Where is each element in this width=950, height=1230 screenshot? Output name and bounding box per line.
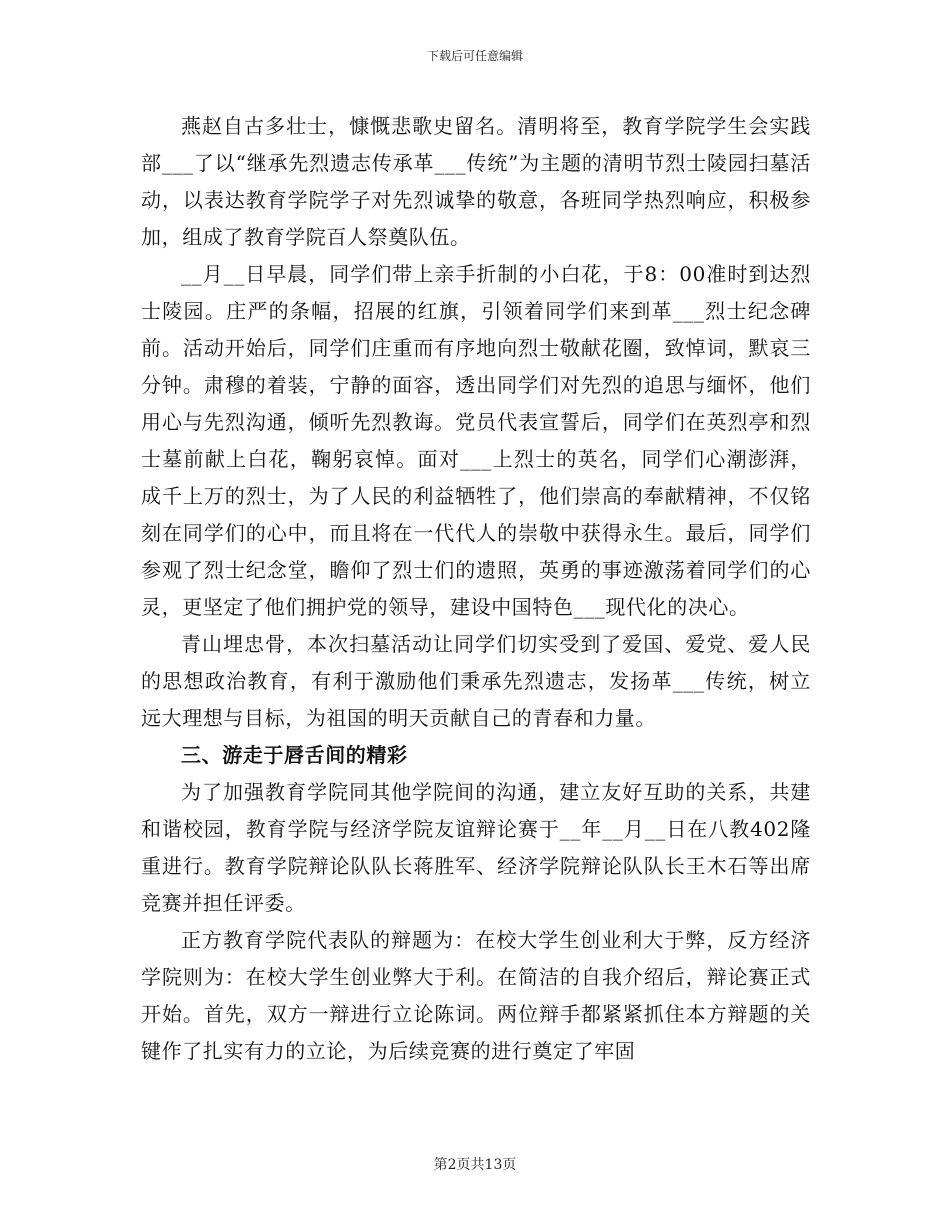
section-heading: 三、游走于唇舌间的精彩: [181, 743, 408, 767]
paragraph-conclusion: 青山埋忠骨，本次扫墓活动让同学们切实受到了爱国、爱党、爱人民的思想政治教育，有利于激励他们秉承先烈遗志，发扬革___传统，树立远大理想与目标，为祖国的明天贡献自己的青春和力量。: [141, 632, 811, 730]
paragraph-debate-intro: 为了加强教育学院同其他学院间的沟通，建立友好互助的关系，共建和谐校园，教育学院与经济学院友谊辩论赛于__年__月__日在八教402隆重进行。教育学院辩论队队长蒋胜军、经济学院辩论队队长王木石等出席竞赛并担任评委。: [141, 780, 811, 915]
page-header: 下载后可任意编辑: [426, 49, 523, 63]
page-footer: 第2页共13页: [433, 1157, 517, 1173]
paragraph-intro: 燕赵自古多壮士，慷慨悲歌史留名。清明将至，教育学院学生会实践部___了以“继承先烈遗志传承革___传统”为主题的清明节烈士陵园扫墓活动，以表达教育学院学子对先烈诚挚的敬意，各班同学热烈响应，积极参加，组成了教育学院百人祭奠队伍。: [141, 114, 811, 249]
document-body: [141, 108, 811, 1070]
paragraph-memorial-activity: __月__日早晨，同学们带上亲手折制的小白花，于8：00准时到达烈士陵园。庄严的条幅，招展的红旗，引领着同学们来到革___烈士纪念碑前。活动开始后，同学们庄重而有序地向烈士敬献花圈，致悼词，默哀三分钟。肃穆的着装，宁静的面容，透出同学们对先烈的追思与缅怀，他们用心与先烈沟通，倾听先烈教诲。党员代表宣誓后，同学们在英烈亭和烈士墓前献上白花，鞠躬哀悼。面对___上烈士的英名，同学们心潮澎湃，成千上万的烈士，为了人民的利益牺牲了，他们崇高的奉献精神，不仅铭刻在同学们的心中，而且将在一代代人的崇敬中获得永生。最后，同学们参观了烈士纪念堂，瞻仰了烈士们的遗照，英勇的事迹激荡着同学们的心灵，更坚定了他们拥护党的领导，建设中国特色___现代化的决心。: [141, 262, 811, 619]
paragraph-debate-topics: 正方教育学院代表队的辩题为：在校大学生创业利大于弊，反方经济学院则为：在校大学生创业弊大于利。在简洁的自我介绍后，辩论赛正式开始。首先，双方一辩进行立论陈词。两位辩手都紧紧抓住本方辩题的关键作了扎实有力的立论，为后续竞赛的进行奠定了牢固: [141, 928, 811, 1063]
